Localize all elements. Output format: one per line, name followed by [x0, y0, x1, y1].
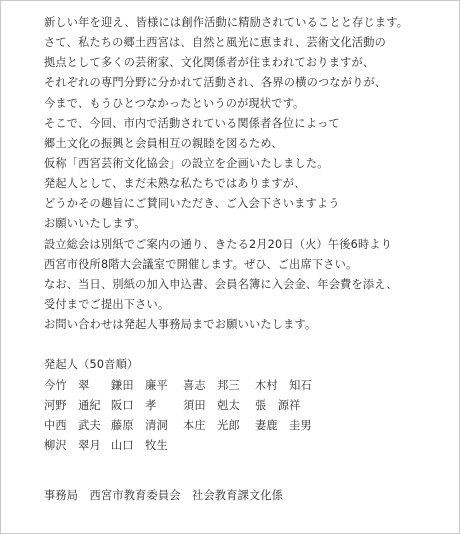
- paragraph-line: 郷土文化の振興と会員相互の親睦を図るため、: [44, 136, 283, 150]
- promoter-name: 藤原 清洞: [111, 418, 168, 432]
- promoter-name: 木村 知石: [255, 378, 312, 392]
- paragraph: [44, 13, 454, 335]
- promoter-name: 張 源祥: [255, 398, 301, 412]
- paragraph-line: 発起人として、まだ未熟な私たちではありますが、: [44, 177, 306, 191]
- spacer: [44, 335, 454, 355]
- promoter-name: 柳沢 翠月: [44, 438, 101, 452]
- paragraph-line: なお、当日、別紙の加入申込書、会員名簿に入会金、年会費を添え、: [44, 277, 398, 291]
- promoter-name: 河野 通紀: [44, 398, 101, 412]
- promoter-name: 喜志 邦三: [183, 378, 240, 392]
- paragraph-line: それぞれの専門分野に分かれて活動され、各界の横のつながりが、: [44, 76, 387, 90]
- promoter-name: 山口 牧生: [111, 438, 168, 452]
- promoter-name: 妻鹿 圭男: [255, 418, 312, 432]
- promoters-heading: 発起人（50音順）: [44, 358, 139, 372]
- paragraph-line: お願いいたします。: [44, 217, 146, 231]
- promoters-row: [44, 416, 454, 436]
- promoter-name: 須田 剋太: [183, 398, 240, 412]
- paragraph-line: お問い合わせは発起人事務局までお願いいたします。: [44, 318, 317, 332]
- paragraph-line: 設立総会は別紙でご案内の通り、きたる2月20日（火）午後6時より: [44, 237, 393, 251]
- spacer: [44, 456, 454, 476]
- paragraph-line: 新しい年を迎え、皆様には創作活動に精励されていることと存じます。: [44, 16, 409, 29]
- office-line: 事務局 西宮市教育委員会 社会教育課文化係: [44, 489, 284, 503]
- promoters-row: [44, 396, 454, 416]
- promoter-name: 阪口 孝: [111, 398, 157, 412]
- promoter-name: 本庄 光郎: [183, 418, 240, 432]
- paragraph-line: 西宮市役所8階大会議室で開催します。ぜひ、ご出席下さい。: [44, 257, 358, 271]
- letter-body: [44, 13, 454, 506]
- paragraph-line: さて、私たちの郷土西宮は、自然と風光に恵まれ、芸術文化活動の: [44, 36, 387, 50]
- paragraph-line: 拠点として多くの芸術家、文化関係者が住まわれておりますが、: [44, 56, 375, 70]
- paragraph-line: 仮称「西宮芸術文化協会」の設立を企画いたしました。: [44, 156, 329, 170]
- paragraph-line: どうかその趣旨にご賛同いただき、ご入会下さいますよう: [44, 197, 340, 211]
- paragraph-line: そこで、今回、市内で活動されている関係者各位によって: [44, 116, 340, 130]
- promoter-name: 今竹 翠: [44, 378, 90, 392]
- promoters-row: [44, 376, 454, 396]
- promoter-name: 鎌田 廉平: [111, 378, 168, 392]
- paragraph-line: 今まで、もうひとつなかったというのが現状です。: [44, 96, 305, 110]
- paragraph-line: 受付までご提出下さい。: [44, 297, 170, 311]
- promoters-list: [44, 376, 454, 457]
- promoter-name: 中西 武夫: [44, 418, 101, 432]
- promoters-row: [44, 436, 454, 456]
